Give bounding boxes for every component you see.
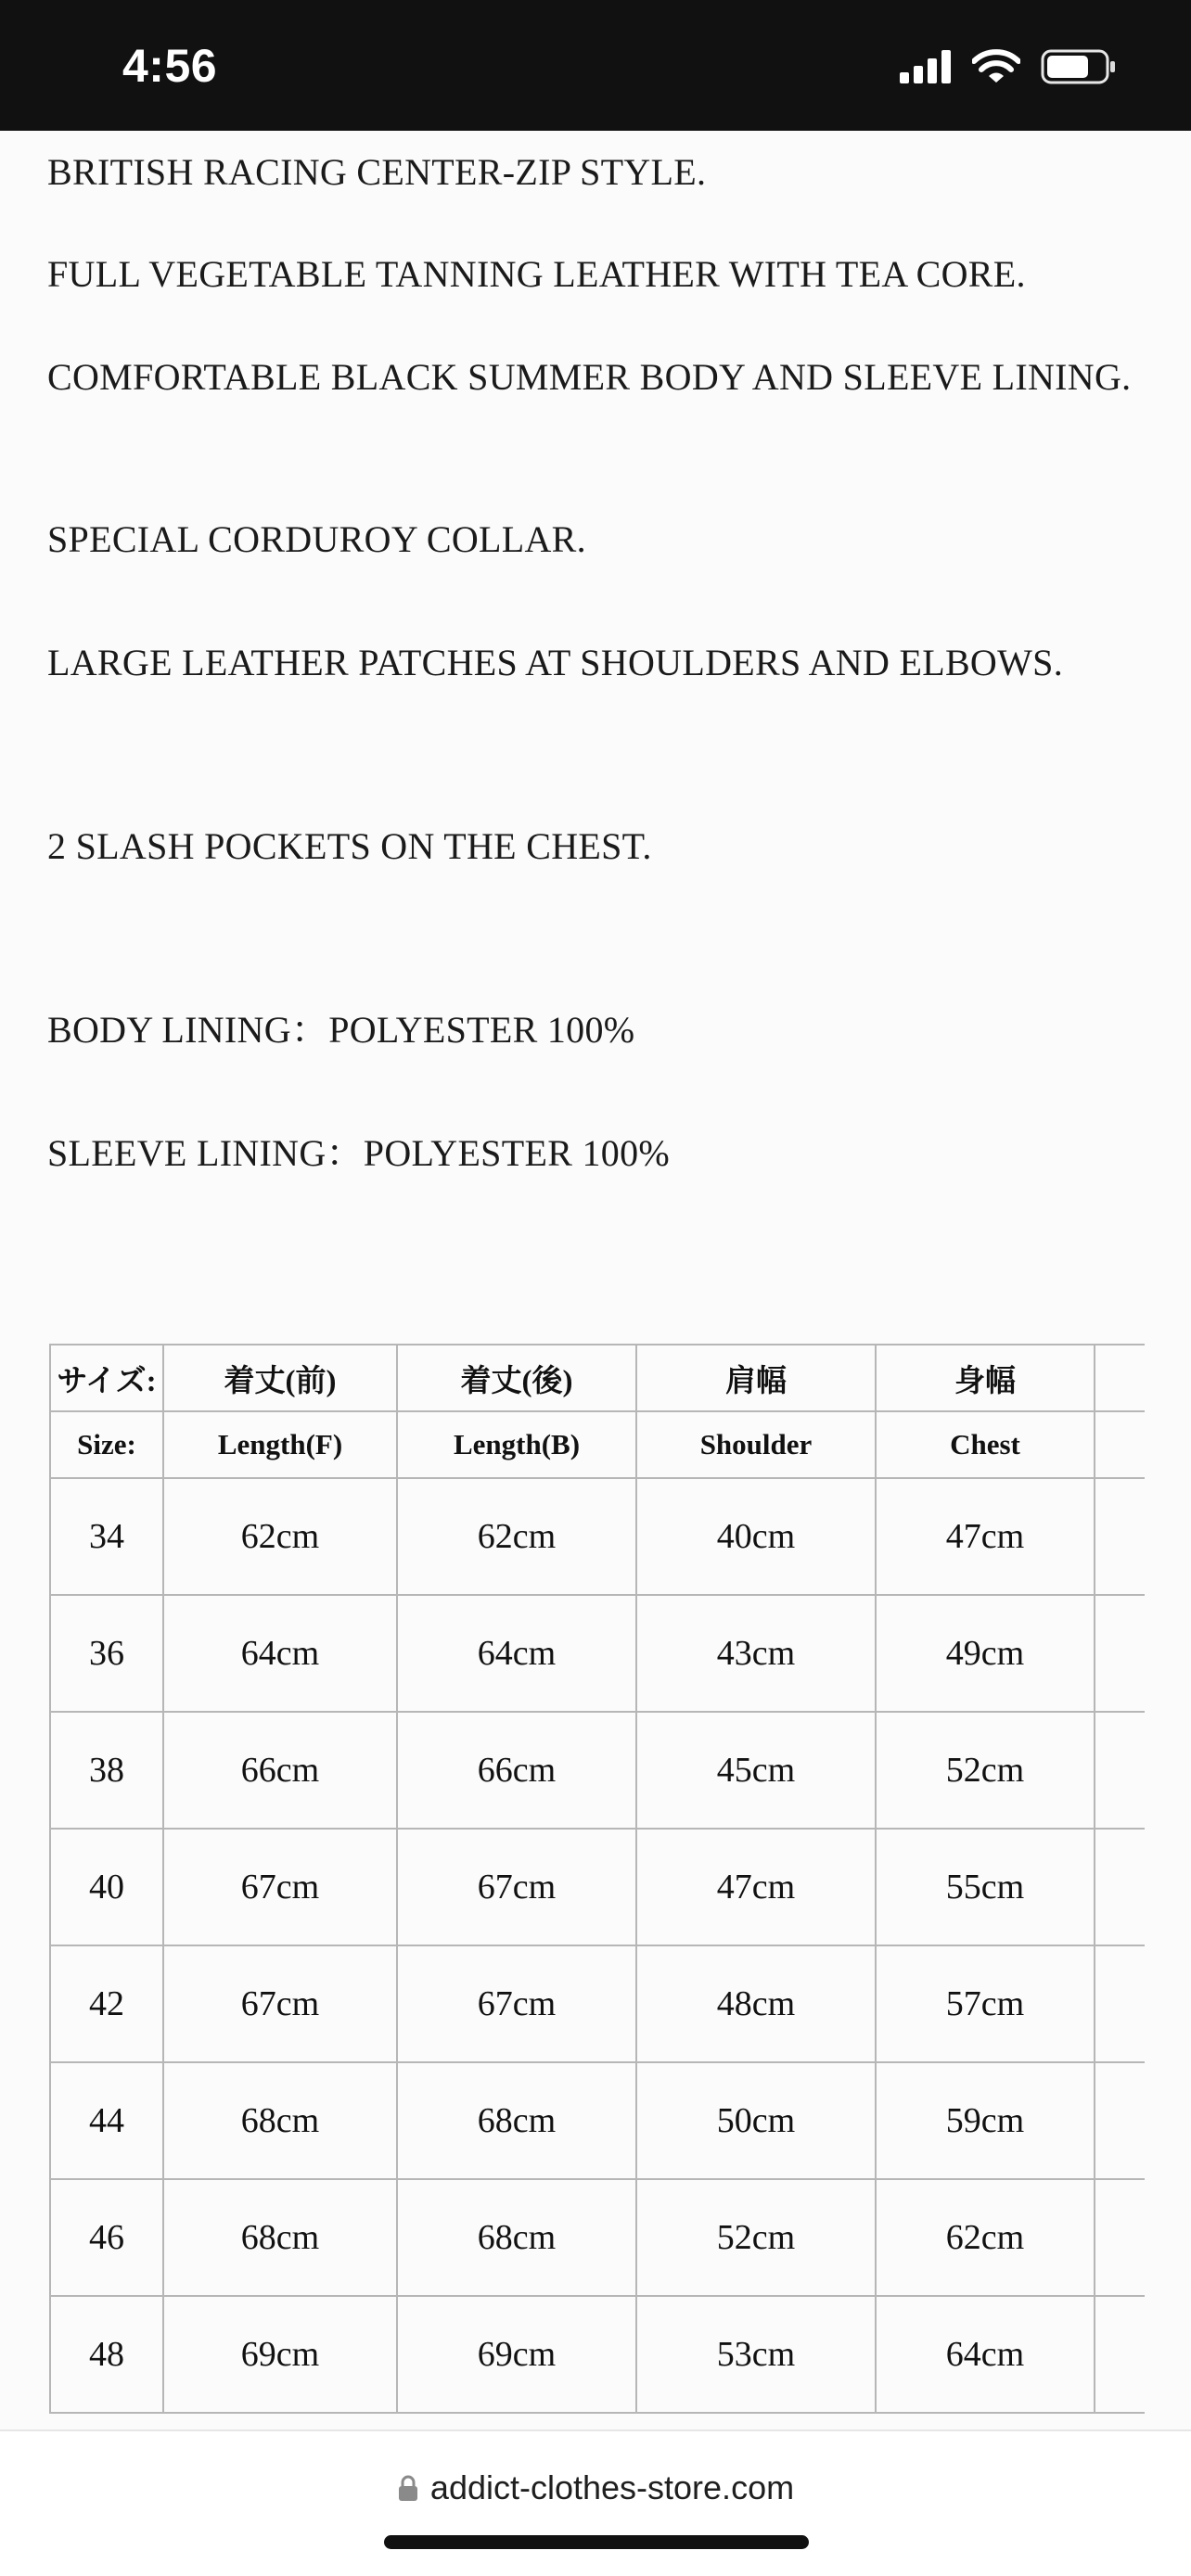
header-cell: 着丈(後) [397, 1345, 636, 1411]
table-cell: 67cm [397, 1945, 636, 2062]
table-cell [1095, 1712, 1145, 1829]
table-cell: 59cm [876, 2062, 1095, 2179]
battery-icon [1041, 48, 1117, 85]
table-cell: 49cm [876, 1595, 1095, 1712]
table-cell: 47cm [876, 1478, 1095, 1595]
table-cell: 68cm [397, 2062, 636, 2179]
table-cell: 50cm [636, 2062, 876, 2179]
table-cell [1095, 2062, 1145, 2179]
url-domain: addict-clothes-store.com [429, 2468, 795, 2506]
table-header-row-jp [50, 1345, 1145, 1411]
header-cell: 肩幅 [636, 1345, 876, 1411]
table-cell: 52cm [876, 1712, 1095, 1829]
header-cell: Chest [876, 1411, 1095, 1478]
table-cell: 40 [50, 1829, 163, 1945]
table-row [50, 2296, 1145, 2413]
description-line: SPECIAL CORDUROY COLLAR. [47, 518, 586, 560]
header-cell: Length(B) [397, 1411, 636, 1478]
table-cell [1095, 2179, 1145, 2296]
status-icons [900, 48, 1117, 85]
table-cell: 68cm [397, 2179, 636, 2296]
table-row [50, 1829, 1145, 1945]
table-row [50, 2179, 1145, 2296]
table-cell: 57cm [876, 1945, 1095, 2062]
table-row [50, 1945, 1145, 2062]
product-description-page [0, 131, 1191, 2429]
table-cell: 34 [50, 1478, 163, 1595]
table-cell: 40cm [636, 1478, 876, 1595]
table-cell: 62cm [876, 2179, 1095, 2296]
table-cell: 55cm [876, 1829, 1095, 1945]
description-line: LARGE LEATHER PATCHES AT SHOULDERS AND ELBOWS. [47, 642, 1064, 683]
table-cell: 48 [50, 2296, 163, 2413]
table-cell: 67cm [163, 1829, 397, 1945]
size-chart-table [49, 1344, 1145, 2414]
browser-address-bar[interactable] [0, 2429, 1191, 2576]
table-cell: 66cm [163, 1712, 397, 1829]
header-cell [1095, 1411, 1145, 1478]
table-cell: 38 [50, 1712, 163, 1829]
table-cell [1095, 1595, 1145, 1712]
table-cell: 67cm [397, 1829, 636, 1945]
table-cell: 52cm [636, 2179, 876, 2296]
header-cell: Length(F) [163, 1411, 397, 1478]
cellular-signal-icon [900, 50, 952, 83]
table-cell [1095, 1829, 1145, 1945]
table-cell: 69cm [397, 2296, 636, 2413]
table-cell: 45cm [636, 1712, 876, 1829]
description-line: BRITISH RACING CENTER-ZIP STYLE. [47, 151, 707, 193]
table-cell: 62cm [163, 1478, 397, 1595]
table-cell: 64cm [163, 1595, 397, 1712]
header-cell: サイズ: [50, 1345, 163, 1411]
description-line: COMFORTABLE BLACK SUMMER BODY AND SLEEVE LINING. [47, 356, 1132, 398]
table-cell: 47cm [636, 1829, 876, 1945]
table-cell: 64cm [397, 1595, 636, 1712]
header-cell: 着丈(前) [163, 1345, 397, 1411]
table-row [50, 2062, 1145, 2179]
lock-icon [397, 2474, 419, 2502]
table-cell: 62cm [397, 1478, 636, 1595]
header-cell: 身幅 [876, 1345, 1095, 1411]
table-row [50, 1712, 1145, 1829]
description-line: SLEEVE LINING：POLYESTER 100% [47, 1132, 670, 1174]
table-cell: 67cm [163, 1945, 397, 2062]
table-cell: 68cm [163, 2179, 397, 2296]
table-cell: 68cm [163, 2062, 397, 2179]
table-header-row-en [50, 1411, 1145, 1478]
header-cell: Shoulder [636, 1411, 876, 1478]
description-line: 2 SLASH POCKETS ON THE CHEST. [47, 825, 652, 867]
table-cell: 53cm [636, 2296, 876, 2413]
home-indicator[interactable] [384, 2535, 809, 2549]
table-cell: 44 [50, 2062, 163, 2179]
table-cell [1095, 1945, 1145, 2062]
table-cell: 42 [50, 1945, 163, 2062]
table-cell [1095, 2296, 1145, 2413]
status-time: 4:56 [122, 40, 218, 92]
table-cell: 46 [50, 2179, 163, 2296]
wifi-icon [972, 49, 1020, 84]
table-row [50, 1478, 1145, 1595]
table-cell: 64cm [876, 2296, 1095, 2413]
status-bar [0, 0, 1191, 131]
table-cell: 43cm [636, 1595, 876, 1712]
description-line: FULL VEGETABLE TANNING LEATHER WITH TEA CORE. [47, 253, 1026, 295]
table-cell [1095, 1478, 1145, 1595]
description-line: BODY LINING：POLYESTER 100% [47, 1009, 635, 1051]
table-cell: 36 [50, 1595, 163, 1712]
table-cell: 48cm [636, 1945, 876, 2062]
table-cell: 66cm [397, 1712, 636, 1829]
table-cell: 69cm [163, 2296, 397, 2413]
table-row [50, 1595, 1145, 1712]
header-cell: Size: [50, 1411, 163, 1478]
header-cell [1095, 1345, 1145, 1411]
url-display[interactable] [0, 2468, 1191, 2507]
